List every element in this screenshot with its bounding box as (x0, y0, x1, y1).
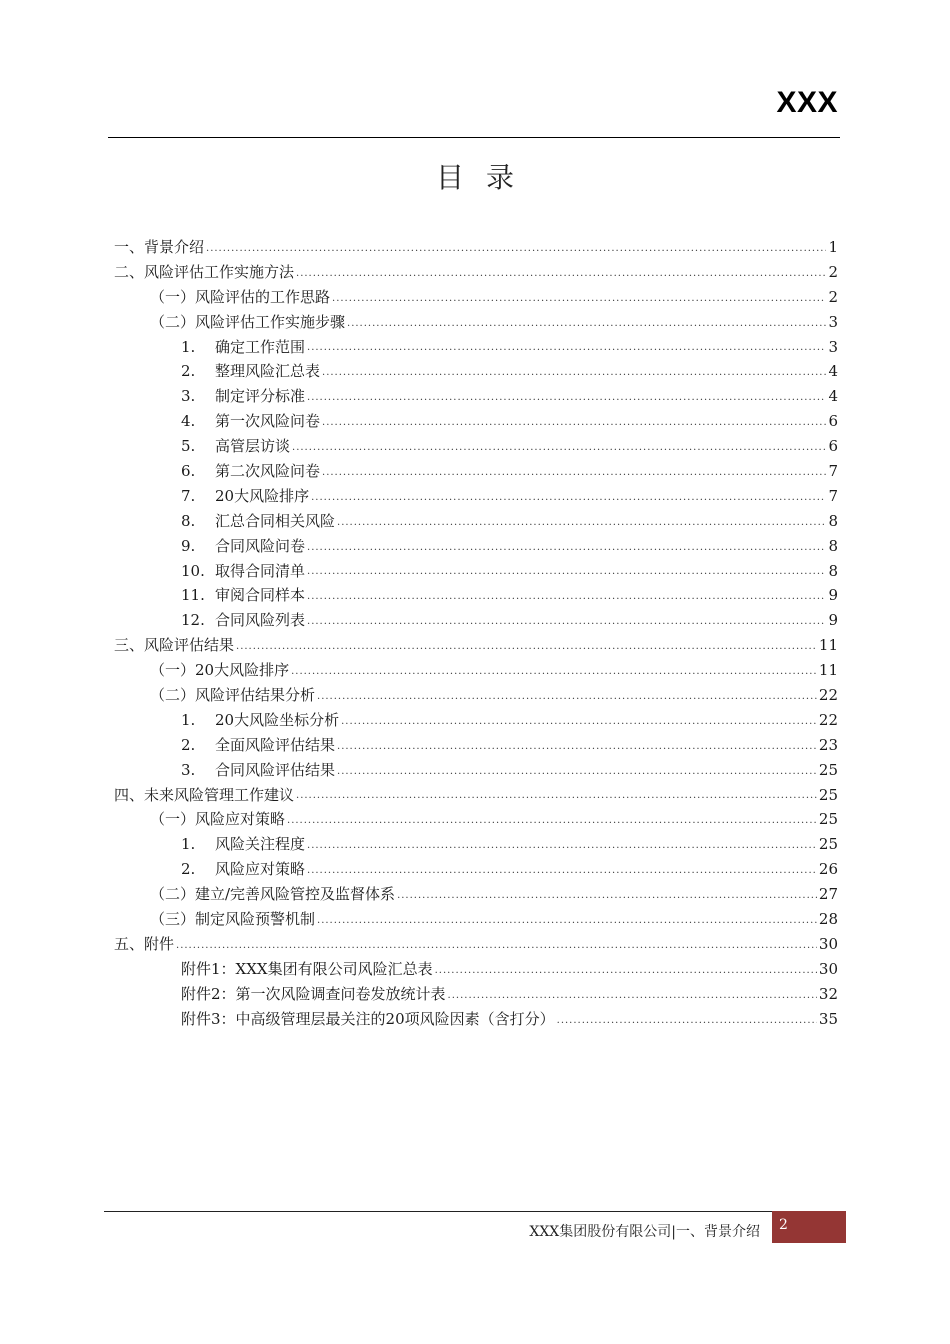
toc-entry[interactable] (114, 882, 838, 907)
toc-leader-dots (322, 468, 826, 484)
toc-leader-dots (322, 418, 826, 434)
toc-entry[interactable] (114, 832, 838, 857)
toc-leader-dots (307, 592, 826, 608)
toc-leader-dots (307, 841, 817, 857)
toc-entry-label (150, 658, 289, 683)
toc-entry[interactable] (114, 409, 838, 434)
toc-leader-dots (341, 717, 817, 733)
toc-entry-page: 1 (828, 238, 838, 256)
toc-leader-dots (435, 966, 817, 982)
toc-entry-text: 风险应对策略 (215, 860, 306, 879)
toc-entry-label (150, 683, 315, 708)
toc-leader-dots (307, 567, 826, 583)
toc-entry-page: 9 (828, 611, 838, 630)
toc-entry-text: （二）建立/完善风险管控及监督体系 (150, 885, 396, 904)
toc-entry-text: （一）风险应对策略 (150, 810, 286, 829)
toc-entry-label (114, 783, 294, 808)
toc-entry-label (150, 882, 395, 907)
toc-entry-text: 高管层访谈 (215, 437, 291, 456)
toc-entry-label (181, 982, 446, 1007)
toc-entry-label (181, 832, 305, 857)
toc-entry[interactable] (114, 434, 838, 459)
toc-entry-label (181, 434, 290, 459)
toc-entry-text: 四、未来风险管理工作建议 (114, 785, 295, 804)
toc-entry-label (150, 907, 315, 932)
toc-entry-page: 8 (828, 511, 838, 530)
toc-entry-text: 五、附件 (114, 934, 175, 953)
toc-title: 目录 (435, 161, 536, 194)
toc-leader-dots (307, 617, 826, 633)
header-brand: XXX (776, 86, 838, 119)
toc-entry-label (181, 359, 320, 384)
toc-leader-dots (317, 916, 817, 932)
toc-entry-page: 32 (818, 984, 838, 1003)
toc-entry-text: 合同风险评估结果 (215, 760, 336, 779)
toc-entry-label (181, 608, 305, 633)
toc-entry-label (181, 559, 305, 584)
toc-entry-text: 确定工作范围 (215, 337, 306, 356)
toc-entry-page: 2 (828, 262, 838, 281)
toc-entry-text: 附件1：XXX集团有限公司风险汇总表 (181, 959, 433, 978)
toc-leader-dots (337, 767, 817, 783)
footer-page-number: 2 (772, 1211, 846, 1243)
toc-entry-label (181, 409, 320, 434)
toc-leader-dots (206, 244, 826, 260)
toc-entry[interactable] (114, 857, 838, 882)
toc-entry-page: 4 (828, 362, 838, 381)
toc-entry[interactable] (114, 608, 838, 633)
toc-entry-page: 6 (828, 437, 838, 456)
toc-entry-page: 27 (818, 885, 838, 904)
toc-entry-number: 1. (181, 835, 196, 854)
toc-leader-dots (296, 791, 817, 807)
toc-entry[interactable] (114, 359, 838, 384)
toc-entry-number: 5. (181, 437, 196, 456)
toc-entry-text: 合同风险列表 (215, 611, 306, 630)
toc-entry-label (181, 758, 335, 783)
toc-entry-label (181, 534, 305, 559)
toc-entry[interactable] (114, 807, 838, 832)
toc-entry-page: 26 (818, 860, 838, 879)
toc-entry-text: （二）风险评估结果分析 (150, 686, 316, 705)
toc-entry[interactable] (114, 982, 838, 1007)
toc-entry-page: 8 (828, 561, 838, 580)
toc-entry[interactable] (114, 683, 838, 708)
toc-entry[interactable] (114, 310, 838, 335)
toc-entry[interactable] (114, 658, 838, 683)
toc-entry-text: 三、风险评估结果 (114, 636, 235, 655)
toc-entry-text: 全面风险评估结果 (215, 735, 336, 754)
toc-leader-dots (307, 343, 826, 359)
toc-leader-dots (557, 1016, 817, 1032)
toc-entry-page: 11 (818, 636, 838, 655)
toc-entry-page: 35 (818, 1009, 838, 1028)
toc-entry-text: 附件3：中高级管理层最关注的20项风险因素（含打分） (181, 1009, 555, 1028)
toc-entry-page: 2 (828, 287, 838, 306)
toc-entry-label (181, 583, 305, 608)
toc-leader-dots (296, 269, 826, 285)
toc-entry-page: 3 (828, 337, 838, 356)
toc-entry-label (114, 633, 234, 658)
toc-entry-text: 附件2：第一次风险调查问卷发放统计表 (181, 984, 446, 1003)
toc-entry-text: 二、风险评估工作实施方法 (114, 262, 295, 281)
toc-entry-page: 6 (828, 412, 838, 431)
toc-leader-dots (317, 692, 817, 708)
toc-entry[interactable] (114, 509, 838, 534)
toc-entry-number: 9. (181, 536, 196, 555)
toc-entry-text: 20大风险坐标分析 (215, 710, 340, 729)
toc-entry[interactable] (114, 1007, 838, 1032)
toc-entry-text: 汇总合同相关风险 (215, 511, 336, 530)
toc-leader-dots (347, 319, 826, 335)
toc-entry[interactable] (114, 957, 838, 982)
toc-entry-number: 8. (181, 511, 196, 530)
toc-entry-page: 8 (828, 536, 838, 555)
footer-text: XXX集团股份有限公司|一、背景介绍 (529, 1224, 760, 1240)
toc-entry-number: 4. (181, 412, 196, 431)
toc-entry-text: 第一次风险问卷 (215, 412, 321, 431)
toc-entry-label (181, 384, 305, 409)
toc-entry-text: 审阅合同样本 (215, 586, 306, 605)
toc-entry-text: 取得合同清单 (215, 561, 306, 580)
toc-entry-label (150, 807, 285, 832)
toc-entry-label (150, 310, 345, 335)
toc-entry-label (181, 957, 433, 982)
toc-entry[interactable] (114, 484, 838, 509)
toc-leader-dots (236, 642, 817, 658)
toc-leader-dots (291, 667, 817, 683)
toc-entry-number: 10. (181, 561, 205, 580)
toc-entry-number: 3. (181, 387, 196, 406)
toc-entry-label (114, 260, 294, 285)
toc-entry-label (181, 459, 320, 484)
toc-leader-dots (322, 368, 826, 384)
toc-entry-text: 风险关注程度 (215, 835, 306, 854)
toc-entry-page: 28 (818, 910, 838, 929)
toc-leader-dots (287, 816, 817, 832)
toc-entry-page: 25 (818, 760, 838, 779)
toc-entry-page: 4 (828, 387, 838, 406)
toc-entry-label (114, 932, 174, 957)
toc-entry-text: （一）20大风险排序 (150, 661, 290, 680)
toc-entry[interactable] (114, 459, 838, 484)
toc-entry-page: 25 (818, 835, 838, 854)
toc-entry-page: 25 (818, 810, 838, 829)
toc-entry-number: 3. (181, 760, 196, 779)
toc-entry-page: 7 (828, 462, 838, 481)
toc-entry-text: 整理风险汇总表 (215, 362, 321, 381)
footer-rule (104, 1211, 772, 1212)
toc-entry-number: 2. (181, 860, 196, 879)
toc-entry-text: 制定评分标准 (215, 387, 306, 406)
toc-entry-number: 6. (181, 462, 196, 481)
toc-entry-text: （三）制定风险预警机制 (150, 910, 316, 929)
toc-entry[interactable] (114, 633, 838, 658)
toc-entry[interactable] (114, 534, 838, 559)
toc-leader-dots (292, 443, 826, 459)
toc-entry-page: 25 (818, 785, 838, 804)
toc-leader-dots (448, 991, 817, 1007)
header-rule (108, 137, 840, 138)
toc-leader-dots (307, 543, 826, 559)
toc-entry[interactable] (114, 384, 838, 409)
toc-entry-page: 7 (828, 486, 838, 505)
toc-entry[interactable] (114, 335, 838, 360)
toc-entry-text: 第二次风险问卷 (215, 462, 321, 481)
toc-entry-page: 11 (818, 661, 838, 680)
toc-entry[interactable] (114, 733, 838, 758)
toc-entry-label (181, 335, 305, 360)
toc-entry[interactable] (114, 758, 838, 783)
toc-entry-label (150, 285, 330, 310)
toc-entry[interactable] (114, 907, 838, 932)
toc-entry-label (181, 484, 309, 509)
toc-entry-number: 1. (181, 710, 196, 729)
toc-leader-dots (397, 891, 817, 907)
toc-entry-label (181, 708, 339, 733)
toc-entry[interactable] (114, 783, 838, 808)
toc-entry-number: 2. (181, 735, 196, 754)
toc-entry-text: 合同风险问卷 (215, 536, 306, 555)
toc-entry[interactable] (114, 285, 838, 310)
toc-entry-label (181, 857, 305, 882)
toc-entry-page: 23 (818, 735, 838, 754)
toc-entry[interactable] (114, 235, 838, 260)
toc-entry-number: 11. (181, 586, 205, 605)
toc-entry-number: 12. (181, 611, 205, 630)
toc-entry[interactable] (114, 583, 838, 608)
toc-entry-page: 30 (818, 934, 838, 953)
toc-leader-dots (311, 493, 826, 509)
toc-leader-dots (307, 393, 826, 409)
toc-entry-page: 3 (828, 312, 838, 331)
toc-entry[interactable] (114, 559, 838, 584)
toc-entry[interactable] (114, 260, 838, 285)
toc-entry-label (181, 509, 335, 534)
toc-leader-dots (337, 518, 826, 534)
toc-leader-dots (332, 294, 826, 310)
toc-entry-text: 一、背景介绍 (114, 238, 205, 256)
toc-entry-label (114, 235, 204, 260)
toc-entry-text: （一）风险评估的工作思路 (150, 287, 331, 306)
toc-leader-dots (337, 742, 817, 758)
toc-entry-page: 30 (818, 959, 838, 978)
toc-entry[interactable] (114, 932, 838, 957)
toc-entry-label (181, 733, 335, 758)
toc-entry-number: 1. (181, 337, 196, 356)
toc-entry-page: 9 (828, 586, 838, 605)
toc-leader-dots (307, 866, 817, 882)
toc-entry-page: 22 (818, 710, 838, 729)
toc-entry[interactable] (114, 708, 838, 733)
toc-entry-label (181, 1007, 555, 1032)
table-of-contents (114, 235, 838, 1032)
toc-entry-text: 20大风险排序 (215, 486, 310, 505)
toc-entry-number: 2. (181, 362, 196, 381)
toc-entry-number: 7. (181, 486, 196, 505)
toc-entry-text: （二）风险评估工作实施步骤 (150, 312, 346, 331)
toc-entry-page: 22 (818, 686, 838, 705)
toc-leader-dots (176, 941, 817, 957)
